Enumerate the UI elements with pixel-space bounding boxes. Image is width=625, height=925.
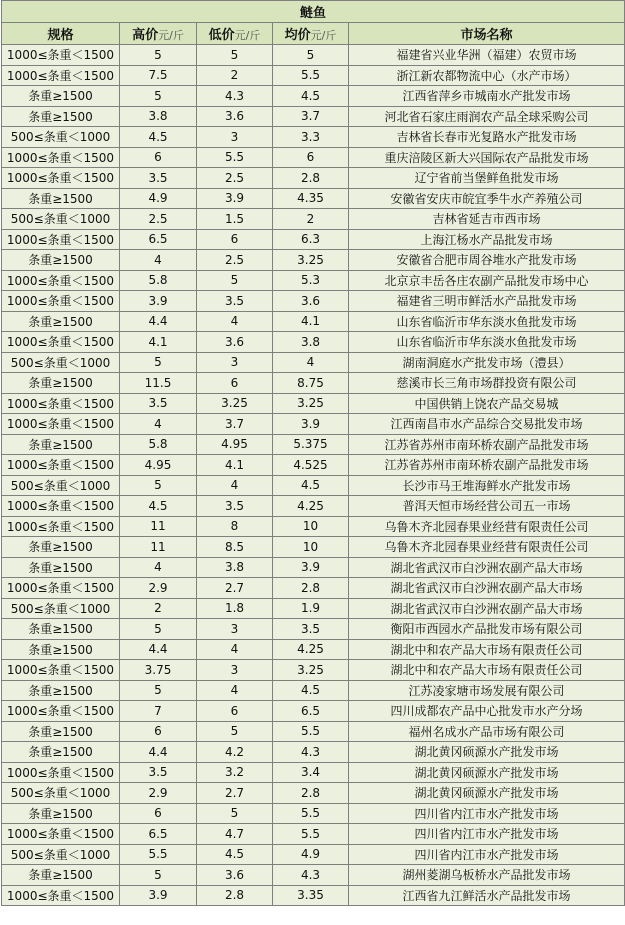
cell-low-price: 5.5 bbox=[197, 147, 273, 168]
cell-low-price: 4 bbox=[197, 639, 273, 660]
cell-low-price: 3.2 bbox=[197, 762, 273, 783]
cell-market-name: 湖北中和农产品大市场有限责任公司 bbox=[349, 639, 625, 660]
table-row bbox=[2, 701, 625, 722]
cell-high-price: 3.75 bbox=[120, 660, 197, 681]
table-row bbox=[2, 803, 625, 824]
column-header-unit: 元/斤 bbox=[158, 29, 184, 42]
table-body bbox=[2, 45, 625, 906]
cell-spec: 1000≤条重＜1500 bbox=[2, 393, 120, 414]
cell-avg-price: 4.5 bbox=[273, 86, 349, 107]
cell-spec: 500≤条重＜1000 bbox=[2, 127, 120, 148]
cell-low-price: 4.95 bbox=[197, 434, 273, 455]
cell-market-name: 湖北省武汉市白沙洲农副产品大市场 bbox=[349, 578, 625, 599]
cell-avg-price: 3.5 bbox=[273, 619, 349, 640]
cell-avg-price: 2.8 bbox=[273, 168, 349, 189]
table-row bbox=[2, 45, 625, 66]
cell-high-price: 2.5 bbox=[120, 209, 197, 230]
cell-market-name: 江苏凌家塘市场发展有限公司 bbox=[349, 680, 625, 701]
cell-spec: 1000≤条重＜1500 bbox=[2, 270, 120, 291]
cell-avg-price: 4.525 bbox=[273, 455, 349, 476]
table-row bbox=[2, 455, 625, 476]
cell-low-price: 3.7 bbox=[197, 414, 273, 435]
cell-high-price: 5 bbox=[120, 619, 197, 640]
cell-spec: 条重≥1500 bbox=[2, 557, 120, 578]
cell-high-price: 11 bbox=[120, 516, 197, 537]
cell-market-name: 重庆涪陵区新大兴国际农产品批发市场 bbox=[349, 147, 625, 168]
cell-spec: 1000≤条重＜1500 bbox=[2, 414, 120, 435]
table-row bbox=[2, 885, 625, 906]
cell-market-name: 江西省萍乡市城南水产批发市场 bbox=[349, 86, 625, 107]
cell-avg-price: 3.35 bbox=[273, 885, 349, 906]
cell-market-name: 福建省兴业华洲（福建）农贸市场 bbox=[349, 45, 625, 66]
table-header-row bbox=[2, 23, 625, 45]
cell-high-price: 5 bbox=[120, 352, 197, 373]
table-title-row bbox=[2, 1, 625, 23]
cell-avg-price: 5.5 bbox=[273, 65, 349, 86]
cell-spec: 1000≤条重＜1500 bbox=[2, 824, 120, 845]
cell-low-price: 3.5 bbox=[197, 291, 273, 312]
cell-low-price: 3 bbox=[197, 660, 273, 681]
column-header-market-name bbox=[349, 23, 625, 45]
cell-high-price: 3.5 bbox=[120, 168, 197, 189]
cell-spec: 1000≤条重＜1500 bbox=[2, 168, 120, 189]
cell-high-price: 3.8 bbox=[120, 106, 197, 127]
column-header-label: 均价 bbox=[284, 28, 311, 43]
cell-low-price: 2.7 bbox=[197, 783, 273, 804]
cell-high-price: 6.5 bbox=[120, 229, 197, 250]
cell-high-price: 4.95 bbox=[120, 455, 197, 476]
cell-low-price: 3.9 bbox=[197, 188, 273, 209]
table-row bbox=[2, 660, 625, 681]
cell-spec: 条重≥1500 bbox=[2, 86, 120, 107]
cell-high-price: 4 bbox=[120, 250, 197, 271]
table-row bbox=[2, 270, 625, 291]
cell-high-price: 6 bbox=[120, 721, 197, 742]
cell-high-price: 7 bbox=[120, 701, 197, 722]
cell-spec: 1000≤条重＜1500 bbox=[2, 45, 120, 66]
table-title: 鲢鱼 bbox=[2, 1, 625, 23]
cell-low-price: 4 bbox=[197, 475, 273, 496]
cell-spec: 条重≥1500 bbox=[2, 188, 120, 209]
cell-market-name: 湖北黄冈硕源水产批发市场 bbox=[349, 762, 625, 783]
cell-spec: 条重≥1500 bbox=[2, 680, 120, 701]
table-row bbox=[2, 106, 625, 127]
cell-spec: 1000≤条重＜1500 bbox=[2, 701, 120, 722]
table-row bbox=[2, 598, 625, 619]
table-row bbox=[2, 352, 625, 373]
cell-avg-price: 5.5 bbox=[273, 824, 349, 845]
cell-market-name: 北京京丰岳各庄农副产品批发市场中心 bbox=[349, 270, 625, 291]
price-table bbox=[1, 0, 625, 906]
table-row bbox=[2, 762, 625, 783]
cell-high-price: 4 bbox=[120, 414, 197, 435]
cell-market-name: 中国供销上饶农产品交易城 bbox=[349, 393, 625, 414]
cell-low-price: 3.5 bbox=[197, 496, 273, 517]
cell-market-name: 普洱天恒市场经营公司五一市场 bbox=[349, 496, 625, 517]
cell-high-price: 6 bbox=[120, 803, 197, 824]
cell-spec: 条重≥1500 bbox=[2, 434, 120, 455]
table-row bbox=[2, 414, 625, 435]
table-row bbox=[2, 250, 625, 271]
cell-high-price: 4.4 bbox=[120, 311, 197, 332]
cell-avg-price: 3.4 bbox=[273, 762, 349, 783]
cell-market-name: 安徽省安庆市皖宜季牛水产养殖公司 bbox=[349, 188, 625, 209]
cell-low-price: 3.8 bbox=[197, 557, 273, 578]
cell-market-name: 浙江新农都物流中心（水产市场） bbox=[349, 65, 625, 86]
cell-spec: 1000≤条重＜1500 bbox=[2, 762, 120, 783]
cell-high-price: 3.5 bbox=[120, 762, 197, 783]
cell-avg-price: 2.8 bbox=[273, 783, 349, 804]
column-header-avg-price bbox=[273, 23, 349, 45]
cell-market-name: 吉林省延吉市西市场 bbox=[349, 209, 625, 230]
cell-avg-price: 3.9 bbox=[273, 557, 349, 578]
cell-high-price: 6 bbox=[120, 147, 197, 168]
table-row bbox=[2, 434, 625, 455]
table-row bbox=[2, 721, 625, 742]
cell-low-price: 8 bbox=[197, 516, 273, 537]
column-header-high-price bbox=[120, 23, 197, 45]
cell-avg-price: 4.5 bbox=[273, 475, 349, 496]
cell-high-price: 2.9 bbox=[120, 578, 197, 599]
cell-avg-price: 3.9 bbox=[273, 414, 349, 435]
cell-low-price: 1.5 bbox=[197, 209, 273, 230]
cell-avg-price: 4.25 bbox=[273, 496, 349, 517]
cell-spec: 条重≥1500 bbox=[2, 373, 120, 394]
column-header-label: 市场名称 bbox=[460, 28, 513, 43]
cell-spec: 1000≤条重＜1500 bbox=[2, 455, 120, 476]
cell-avg-price: 5 bbox=[273, 45, 349, 66]
cell-avg-price: 4.3 bbox=[273, 865, 349, 886]
column-header-label: 低价 bbox=[208, 28, 235, 43]
cell-high-price: 11 bbox=[120, 537, 197, 558]
cell-spec: 条重≥1500 bbox=[2, 865, 120, 886]
cell-market-name: 山东省临沂市华东淡水鱼批发市场 bbox=[349, 311, 625, 332]
cell-high-price: 11.5 bbox=[120, 373, 197, 394]
cell-low-price: 3 bbox=[197, 619, 273, 640]
table-row bbox=[2, 537, 625, 558]
cell-avg-price: 4.25 bbox=[273, 639, 349, 660]
cell-high-price: 3.5 bbox=[120, 393, 197, 414]
cell-high-price: 7.5 bbox=[120, 65, 197, 86]
cell-spec: 500≤条重＜1000 bbox=[2, 598, 120, 619]
table-row bbox=[2, 496, 625, 517]
cell-high-price: 3.9 bbox=[120, 291, 197, 312]
cell-market-name: 安徽省合肥市周谷堆水产批发市场 bbox=[349, 250, 625, 271]
table-row bbox=[2, 557, 625, 578]
table-row bbox=[2, 475, 625, 496]
cell-market-name: 河北省石家庄雨润农产品全球采购公司 bbox=[349, 106, 625, 127]
cell-market-name: 江西省九江鲜活水产品批发市场 bbox=[349, 885, 625, 906]
cell-market-name: 辽宁省前当堡鲜鱼批发市场 bbox=[349, 168, 625, 189]
cell-low-price: 4.1 bbox=[197, 455, 273, 476]
cell-high-price: 5 bbox=[120, 45, 197, 66]
column-header-unit: 元/斤 bbox=[234, 29, 261, 42]
table-row bbox=[2, 127, 625, 148]
cell-spec: 500≤条重＜1000 bbox=[2, 844, 120, 865]
table-row bbox=[2, 291, 625, 312]
cell-high-price: 4.4 bbox=[120, 742, 197, 763]
cell-high-price: 6.5 bbox=[120, 824, 197, 845]
cell-high-price: 4.5 bbox=[120, 496, 197, 517]
cell-low-price: 2.5 bbox=[197, 168, 273, 189]
table-row bbox=[2, 516, 625, 537]
cell-avg-price: 3.6 bbox=[273, 291, 349, 312]
cell-low-price: 3.25 bbox=[197, 393, 273, 414]
cell-low-price: 5 bbox=[197, 721, 273, 742]
cell-avg-price: 4.3 bbox=[273, 742, 349, 763]
table-row bbox=[2, 783, 625, 804]
cell-spec: 条重≥1500 bbox=[2, 537, 120, 558]
cell-low-price: 6 bbox=[197, 229, 273, 250]
table-row bbox=[2, 639, 625, 660]
cell-avg-price: 5.5 bbox=[273, 803, 349, 824]
cell-avg-price: 6.3 bbox=[273, 229, 349, 250]
cell-avg-price: 3.7 bbox=[273, 106, 349, 127]
cell-market-name: 湖北黄冈硕源水产批发市场 bbox=[349, 742, 625, 763]
cell-market-name: 湖北黄冈硕源水产批发市场 bbox=[349, 783, 625, 804]
column-header-unit: 元/斤 bbox=[310, 29, 337, 42]
cell-spec: 1000≤条重＜1500 bbox=[2, 516, 120, 537]
table-row bbox=[2, 373, 625, 394]
cell-avg-price: 1.9 bbox=[273, 598, 349, 619]
cell-low-price: 4 bbox=[197, 311, 273, 332]
table-row bbox=[2, 229, 625, 250]
cell-spec: 条重≥1500 bbox=[2, 639, 120, 660]
table-row bbox=[2, 680, 625, 701]
cell-spec: 1000≤条重＜1500 bbox=[2, 578, 120, 599]
table-row bbox=[2, 742, 625, 763]
cell-market-name: 四川省内江市水产批发市场 bbox=[349, 824, 625, 845]
table-row bbox=[2, 188, 625, 209]
cell-high-price: 5 bbox=[120, 680, 197, 701]
cell-spec: 1000≤条重＜1500 bbox=[2, 291, 120, 312]
cell-spec: 条重≥1500 bbox=[2, 619, 120, 640]
cell-low-price: 5 bbox=[197, 803, 273, 824]
cell-low-price: 4.3 bbox=[197, 86, 273, 107]
cell-market-name: 湖北中和农产品大市场有限责任公司 bbox=[349, 660, 625, 681]
cell-high-price: 5.8 bbox=[120, 434, 197, 455]
cell-market-name: 湖南洞庭水产批发市场（澧县） bbox=[349, 352, 625, 373]
cell-market-name: 四川成都农产品中心批发市水产分场 bbox=[349, 701, 625, 722]
table-row bbox=[2, 168, 625, 189]
column-header-low-price bbox=[197, 23, 273, 45]
column-header-label: 规格 bbox=[47, 28, 74, 43]
cell-low-price: 5 bbox=[197, 45, 273, 66]
cell-avg-price: 3.25 bbox=[273, 250, 349, 271]
cell-spec: 1000≤条重＜1500 bbox=[2, 147, 120, 168]
cell-market-name: 乌鲁木齐北园春果业经营有限责任公司 bbox=[349, 537, 625, 558]
cell-avg-price: 3.25 bbox=[273, 660, 349, 681]
cell-low-price: 6 bbox=[197, 373, 273, 394]
cell-avg-price: 5.3 bbox=[273, 270, 349, 291]
cell-avg-price: 4 bbox=[273, 352, 349, 373]
cell-low-price: 5 bbox=[197, 270, 273, 291]
cell-market-name: 福州名成水产品市场有限公司 bbox=[349, 721, 625, 742]
cell-spec: 1000≤条重＜1500 bbox=[2, 229, 120, 250]
cell-low-price: 2.7 bbox=[197, 578, 273, 599]
cell-avg-price: 4.5 bbox=[273, 680, 349, 701]
cell-spec: 500≤条重＜1000 bbox=[2, 209, 120, 230]
cell-high-price: 4.4 bbox=[120, 639, 197, 660]
cell-avg-price: 6 bbox=[273, 147, 349, 168]
cell-low-price: 4.5 bbox=[197, 844, 273, 865]
cell-avg-price: 4.1 bbox=[273, 311, 349, 332]
cell-avg-price: 3.8 bbox=[273, 332, 349, 353]
column-header-spec bbox=[2, 23, 120, 45]
cell-market-name: 四川省内江市水产批发市场 bbox=[349, 844, 625, 865]
cell-market-name: 江苏省苏州市南环桥农副产品批发市场 bbox=[349, 434, 625, 455]
cell-spec: 500≤条重＜1000 bbox=[2, 783, 120, 804]
cell-spec: 500≤条重＜1000 bbox=[2, 475, 120, 496]
cell-market-name: 山东省临沂市华东淡水鱼批发市场 bbox=[349, 332, 625, 353]
cell-market-name: 福建省三明市鲜活水产品批发市场 bbox=[349, 291, 625, 312]
table-row bbox=[2, 393, 625, 414]
cell-spec: 条重≥1500 bbox=[2, 803, 120, 824]
cell-low-price: 4 bbox=[197, 680, 273, 701]
cell-high-price: 4.1 bbox=[120, 332, 197, 353]
cell-avg-price: 5.375 bbox=[273, 434, 349, 455]
table-row bbox=[2, 86, 625, 107]
cell-avg-price: 10 bbox=[273, 516, 349, 537]
cell-low-price: 8.5 bbox=[197, 537, 273, 558]
cell-avg-price: 6.5 bbox=[273, 701, 349, 722]
cell-high-price: 3.9 bbox=[120, 885, 197, 906]
cell-low-price: 4.2 bbox=[197, 742, 273, 763]
column-header-label: 高价 bbox=[132, 28, 159, 43]
cell-high-price: 4.5 bbox=[120, 127, 197, 148]
cell-avg-price: 3.25 bbox=[273, 393, 349, 414]
cell-high-price: 5.5 bbox=[120, 844, 197, 865]
table-row bbox=[2, 332, 625, 353]
cell-market-name: 湖北省武汉市白沙洲农副产品大市场 bbox=[349, 598, 625, 619]
cell-spec: 条重≥1500 bbox=[2, 721, 120, 742]
cell-avg-price: 10 bbox=[273, 537, 349, 558]
cell-low-price: 3 bbox=[197, 127, 273, 148]
table-row bbox=[2, 578, 625, 599]
cell-low-price: 4.7 bbox=[197, 824, 273, 845]
cell-low-price: 3.6 bbox=[197, 332, 273, 353]
cell-market-name: 慈溪市长三角市场群投资有限公司 bbox=[349, 373, 625, 394]
cell-spec: 条重≥1500 bbox=[2, 250, 120, 271]
table-row bbox=[2, 844, 625, 865]
table-row bbox=[2, 65, 625, 86]
cell-market-name: 乌鲁木齐北园春果业经营有限责任公司 bbox=[349, 516, 625, 537]
table-row bbox=[2, 865, 625, 886]
cell-market-name: 湖北省武汉市白沙洲农副产品大市场 bbox=[349, 557, 625, 578]
cell-market-name: 长沙市马王堆海鲜水产批发市场 bbox=[349, 475, 625, 496]
cell-avg-price: 2.8 bbox=[273, 578, 349, 599]
table-row bbox=[2, 147, 625, 168]
cell-market-name: 上海江杨水产品批发市场 bbox=[349, 229, 625, 250]
cell-spec: 条重≥1500 bbox=[2, 311, 120, 332]
cell-high-price: 4 bbox=[120, 557, 197, 578]
cell-high-price: 5.8 bbox=[120, 270, 197, 291]
cell-spec: 条重≥1500 bbox=[2, 742, 120, 763]
cell-high-price: 2.9 bbox=[120, 783, 197, 804]
cell-avg-price: 4.9 bbox=[273, 844, 349, 865]
cell-spec: 1000≤条重＜1500 bbox=[2, 885, 120, 906]
cell-spec: 1000≤条重＜1500 bbox=[2, 496, 120, 517]
cell-spec: 1000≤条重＜1500 bbox=[2, 660, 120, 681]
cell-high-price: 5 bbox=[120, 475, 197, 496]
cell-market-name: 江苏省苏州市南环桥农副产品批发市场 bbox=[349, 455, 625, 476]
table-row bbox=[2, 619, 625, 640]
cell-high-price: 2 bbox=[120, 598, 197, 619]
cell-low-price: 2.8 bbox=[197, 885, 273, 906]
cell-low-price: 3.6 bbox=[197, 865, 273, 886]
cell-spec: 1000≤条重＜1500 bbox=[2, 332, 120, 353]
cell-avg-price: 8.75 bbox=[273, 373, 349, 394]
cell-low-price: 3 bbox=[197, 352, 273, 373]
table-row bbox=[2, 311, 625, 332]
cell-low-price: 2 bbox=[197, 65, 273, 86]
cell-avg-price: 5.5 bbox=[273, 721, 349, 742]
cell-spec: 1000≤条重＜1500 bbox=[2, 65, 120, 86]
cell-spec: 条重≥1500 bbox=[2, 106, 120, 127]
cell-avg-price: 3.3 bbox=[273, 127, 349, 148]
cell-low-price: 3.6 bbox=[197, 106, 273, 127]
cell-avg-price: 4.35 bbox=[273, 188, 349, 209]
cell-market-name: 湖州菱湖乌板桥水产品批发市场 bbox=[349, 865, 625, 886]
cell-avg-price: 2 bbox=[273, 209, 349, 230]
table-row bbox=[2, 209, 625, 230]
cell-high-price: 4.9 bbox=[120, 188, 197, 209]
cell-market-name: 衡阳市西园水产品批发市场有限公司 bbox=[349, 619, 625, 640]
cell-high-price: 5 bbox=[120, 86, 197, 107]
cell-low-price: 1.8 bbox=[197, 598, 273, 619]
cell-market-name: 吉林省长春市光复路水产批发市场 bbox=[349, 127, 625, 148]
cell-low-price: 2.5 bbox=[197, 250, 273, 271]
cell-high-price: 5 bbox=[120, 865, 197, 886]
cell-low-price: 6 bbox=[197, 701, 273, 722]
cell-market-name: 四川省内江市水产批发市场 bbox=[349, 803, 625, 824]
cell-spec: 500≤条重＜1000 bbox=[2, 352, 120, 373]
table-row bbox=[2, 824, 625, 845]
cell-market-name: 江西南昌市水产品综合交易批发市场 bbox=[349, 414, 625, 435]
